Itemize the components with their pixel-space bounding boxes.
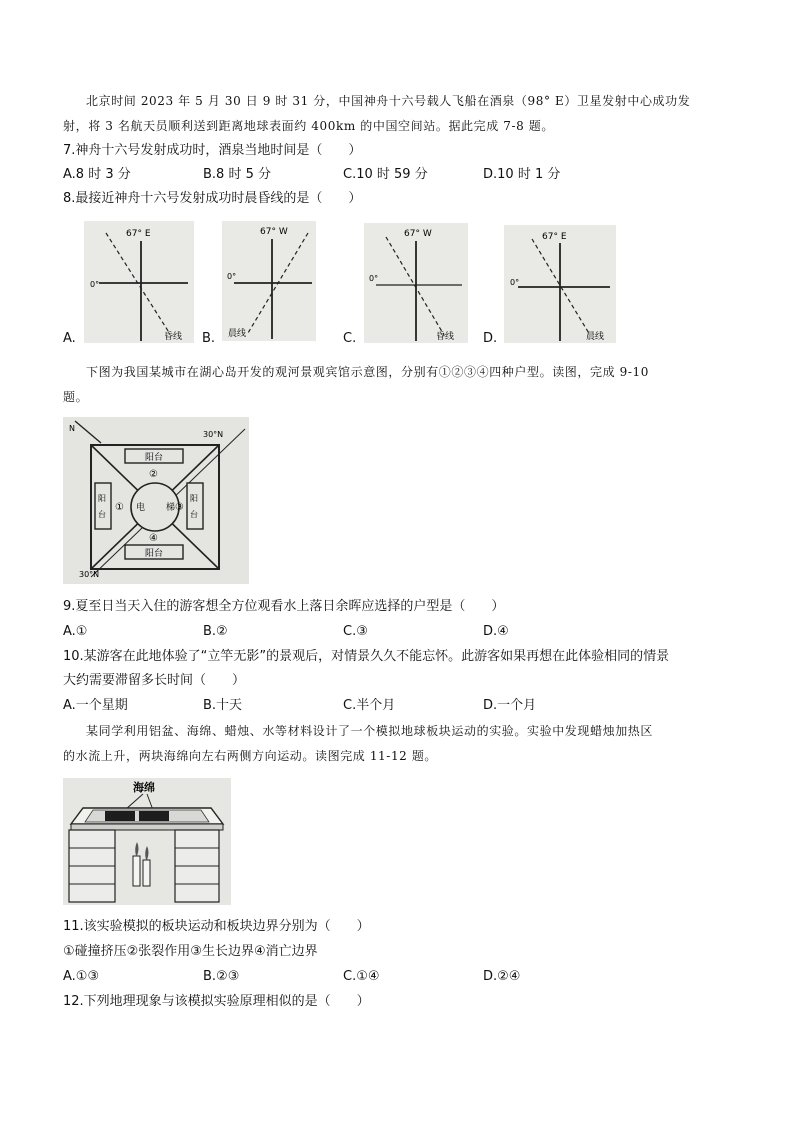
question-8-option-a-letter[interactable]: A. xyxy=(63,331,76,346)
figure-a-eq-label: 0° xyxy=(90,280,100,289)
balcony-right-label-2: 台 xyxy=(190,510,198,519)
figure-b-line-label: 晨线 xyxy=(228,329,247,339)
north-label: N xyxy=(69,424,75,433)
elevator-label-2: 梯 xyxy=(166,503,176,513)
hotel-layout-figure xyxy=(63,417,249,584)
balcony-left-label-2: 台 xyxy=(98,510,106,519)
balcony-top-label: 阳台 xyxy=(145,453,164,463)
question-7-option-a[interactable]: A.8 时 3 分 xyxy=(63,167,131,182)
lat-label-left: 30°N xyxy=(79,570,100,579)
sponge-right xyxy=(139,811,169,821)
elevator-label-1: 电 xyxy=(136,503,146,513)
intro-paragraph-3-line-1: 某同学利用铝盆、海绵、蜡烛、水等材料设计了一个模拟地球板块运动的实验。实验中发现蜡烛加热区 xyxy=(86,724,654,738)
terminator-figure-d[interactable] xyxy=(504,225,616,343)
balcony-right xyxy=(187,483,203,529)
balcony-right-label-1: 阳 xyxy=(190,494,198,503)
sponge-left xyxy=(105,811,135,821)
question-12-stem: 12.下列地理现象与该模拟实验原理相似的是（ ） xyxy=(63,994,370,1009)
room-4-label: ④ xyxy=(149,533,158,544)
question-10-option-a[interactable]: A.一个星期 xyxy=(63,698,128,713)
lat-label-right: 30°N xyxy=(203,430,224,439)
tray-base xyxy=(71,824,223,830)
question-10-stem-line-1: 10.某游客在此地体验了“立竿无影”的景观后，对情景久久不能忘怀。此游客如果再想在此体验相同的情景 xyxy=(63,649,670,664)
balcony-left-label-1: 阳 xyxy=(98,494,106,503)
question-11-option-c[interactable]: C.①④ xyxy=(343,969,380,984)
question-10-option-d[interactable]: D.一个月 xyxy=(483,698,537,713)
question-11-stem: 11.该实验模拟的板块运动和板块边界分别为（ ） xyxy=(63,919,370,934)
terminator-figure-b[interactable] xyxy=(222,221,316,341)
question-8-option-c-letter[interactable]: C. xyxy=(343,331,357,346)
experiment-figure xyxy=(63,778,231,905)
figure-d-line-label: 晨线 xyxy=(586,332,605,342)
candle-left xyxy=(133,856,140,886)
terminator-figure-a[interactable] xyxy=(84,221,194,343)
question-7-option-b[interactable]: B.8 时 5 分 xyxy=(203,167,271,182)
balcony-left xyxy=(95,483,111,529)
question-9-option-a[interactable]: A.① xyxy=(63,624,88,639)
terminator-figure-c[interactable] xyxy=(364,223,468,343)
room-3-label: ③ xyxy=(175,502,184,513)
intro-paragraph-2-line-2: 题。 xyxy=(63,390,89,404)
question-7-option-d[interactable]: D.10 时 1 分 xyxy=(483,167,561,182)
candle-right xyxy=(143,860,150,886)
question-8-option-d-letter[interactable]: D. xyxy=(483,331,498,346)
question-7-option-c[interactable]: C.10 时 59 分 xyxy=(343,167,428,182)
north-arrow xyxy=(75,421,101,443)
question-10-stem-line-2: 大约需要滞留多长时间（ ） xyxy=(63,673,246,688)
intro-paragraph-1-line-2: 射，将 3 名航天员顺利送到距离地球表面约 400km 的中国空间站。据此完成 7-8 题。 xyxy=(63,119,555,133)
flame-left xyxy=(135,842,138,856)
question-9-option-c[interactable]: C.③ xyxy=(343,624,368,639)
question-9-option-d[interactable]: D.④ xyxy=(483,624,509,639)
balcony-bottom-label: 阳台 xyxy=(145,549,164,559)
room-2-label: ② xyxy=(149,469,158,480)
question-11-choices: ①碰撞挤压②张裂作用③生长边界④消亡边界 xyxy=(63,944,318,959)
figure-c-lat-label: 67° W xyxy=(404,229,432,239)
figure-b-lat-label: 67° W xyxy=(260,227,288,237)
question-9-stem: 9.夏至日当天入住的游客想全方位观看水上落日余晖应选择的户型是（ ） xyxy=(63,599,505,614)
question-11-option-a[interactable]: A.①③ xyxy=(63,969,100,984)
question-9-option-b[interactable]: B.② xyxy=(203,624,228,639)
figure-c-terminator xyxy=(386,237,444,335)
figure-c-line-label: 昏线 xyxy=(436,332,455,342)
question-10-option-c[interactable]: C.半个月 xyxy=(343,698,396,713)
question-10-option-b[interactable]: B.十天 xyxy=(203,698,243,713)
intro-paragraph-1-line-1: 北京时间 2023 年 5 月 30 日 9 时 31 分，中国神舟十六号载人飞船在酒泉（98° E）卫星发射中心成功发 xyxy=(86,94,691,108)
room-1-label: ① xyxy=(115,502,124,513)
question-7-stem: 7.神舟十六号发射成功时，酒泉当地时间是（ ） xyxy=(63,143,362,158)
question-11-option-b[interactable]: B.②③ xyxy=(203,969,240,984)
intro-paragraph-2-line-1: 下图为我国某城市在湖心岛开发的观河景观宾馆示意图，分别有①②③④四种户型。读图，完成 9-10 xyxy=(86,365,649,379)
flame-right xyxy=(145,846,148,860)
figure-d-eq-label: 0° xyxy=(510,278,520,287)
figure-a-line-label: 昏线 xyxy=(164,332,183,342)
figure-c-eq-label: 0° xyxy=(369,274,379,283)
sponge-label: 海绵 xyxy=(133,781,155,794)
question-8-option-b-letter[interactable]: B. xyxy=(202,331,216,346)
figure-a-lat-label: 67° E xyxy=(126,229,151,239)
question-11-option-d[interactable]: D.②④ xyxy=(483,969,521,984)
question-8-stem: 8.最接近神舟十六号发射成功时晨昏线的是（ ） xyxy=(63,191,362,206)
figure-d-lat-label: 67° E xyxy=(542,232,567,242)
figure-b-eq-label: 0° xyxy=(227,272,237,281)
intro-paragraph-3-line-2: 的水流上升，两块海绵向左右两侧方向运动。读图完成 11-12 题。 xyxy=(63,749,438,763)
